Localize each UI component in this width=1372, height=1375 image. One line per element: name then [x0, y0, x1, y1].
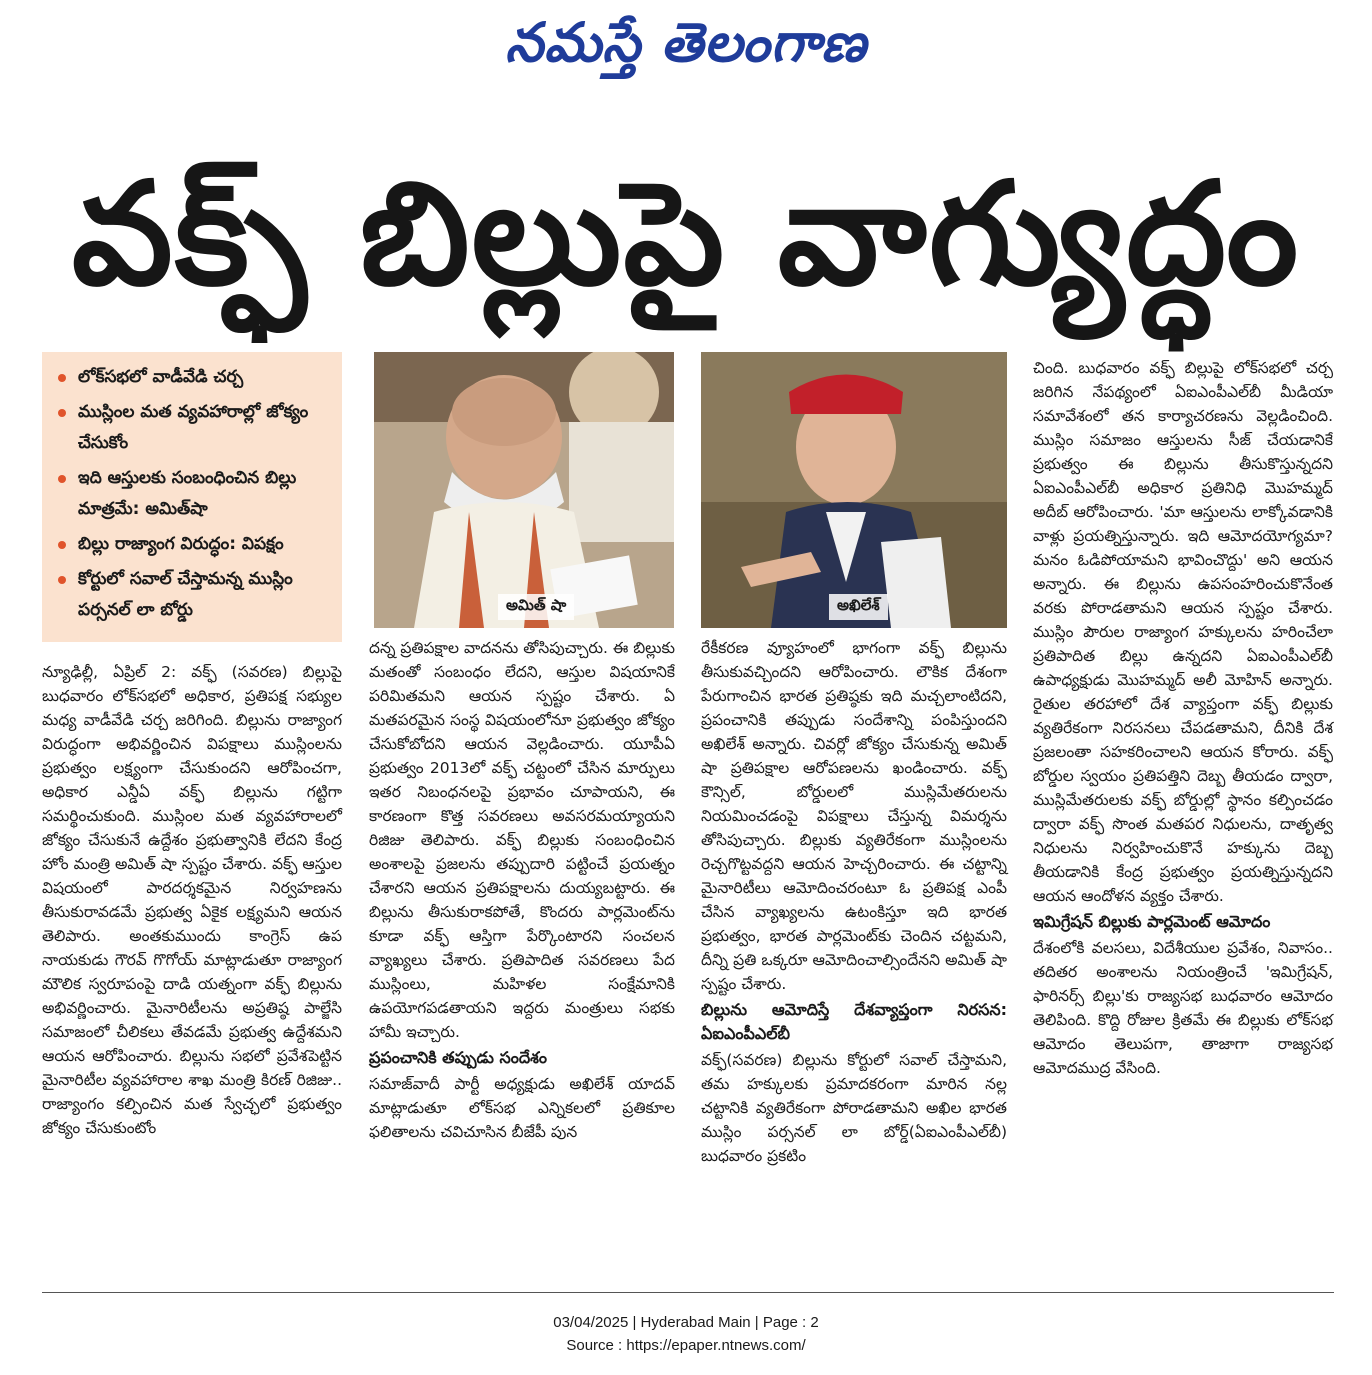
article-paragraph: దన్న ప్రతిపక్షాల వాదనను తోసిపుచ్చారు. ఈ బిల్లుకు మతంతో సంబంధం లేదని, ఆస్తుల విషయానికే పరిమితమని ఆయన స్పష్టం చేశారు. ఏ మతపరమైన సంస్థ విషయంలోనూ ప్రభుత్వం జోక్యం చేసుకోబోదని ఆయన వెల్లడించారు. యూపీఏ ప్రభుత్వం 2013లో వక్ఫ్ చట్టంలో చేసిన మార్పులు ఇతర నిబంధనలపై ప్రభావం చూపాయని, ఈ కారణంగా కొత్త సవరణలు అవసరమయ్యాయని రిజిజు తెలిపారు. వక్ఫ్ బిల్లుకు సంబంధించిన అంశాలపై ప్రజలను తప్పుదారి పట్టించే ప్రయత్నం చేశారని ఆయన ప్రతిపక్షాలను దుయ్యబట్టారు. ఈ బిల్లును తీసుకురాకపోతే, కొందరు పార్లమెంట్‌ను కూడా వక్ఫ్ ఆస్తిగా పేర్కొంటారని సంచలన వ్యాఖ్యలు చేశారు. ప్రతిపాదిత సవరణలు పేద ముస్లింలు, మహిళల సంక్షేమానికి ఉపయోగపడతాయని ఇద్దరు మంత్రులు సభకు హామీ ఇచ్చారు.	[369, 639, 675, 1041]
section-subhead: ప్రపంచానికి తప్పుడు సందేశం	[369, 1048, 548, 1067]
article-paragraph: వక్ఫ్(సవరణ) బిల్లును కోర్టులో సవాల్ చేస్తామని, తమ హక్కులకు ప్రమాదకరంగా మారిన నల్ల చట్టానికి వ్యతిరేకంగా పోరాడతామని అఖిల భారత ముస్లిం పర్సనల్ లా బోర్డ్(ఏఐఎంపీఎల్‌బీ) బుధవారం ప్రకటిం	[701, 1051, 1007, 1165]
footer-source-link[interactable]: Source : https://epaper.ntnews.com/	[566, 1337, 806, 1354]
highlight-item: ఇది ఆస్తులకు సంబంధించిన బిల్లు మాత్రమే: అమిత్‌షా	[56, 463, 332, 525]
photo-caption-akhilesh: అఖిలేశ్	[829, 594, 888, 620]
article-paragraph: న్యూఢిల్లీ, ఏప్రిల్ 2: వక్ఫ్ (సవరణ) బిల్లుపై బుధవారం లోక్‌సభలో అధికార, ప్రతిపక్ష సభ్యుల మధ్య వాడీవేడి చర్చ జరిగింది. బిల్లును రాజ్యాంగ విరుద్ధంగా అభివర్ణించిన విపక్షాలు ముస్లింలను ప్రభుత్వం లక్ష్యంగా చేసుకుందని ఆరోపించగా, అధికార ఎన్డీఏ వక్ఫ్ బిల్లును గట్టిగా సమర్థించుకుంది. ముస్లింల మత వ్యవహారాలలో జోక్యం చేసుకునే ఉద్దేశం ప్రభుత్వానికి లేదని కేంద్ర హోం మంత్రి అమిత్ షా స్పష్టం చేశారు. వక్ఫ్ ఆస్తుల విషయంలో పారదర్శకమైన నిర్వహణను తీసుకురావడమే ప్రభుత్వ ఏకైక లక్ష్యమని ఆయన తెలిపారు. అంతకుముందు కాంగ్రెస్ ఉప నాయకుడు గౌరవ్ గొగోయ్ మాట్లాడుతూ రాజ్యాంగ మౌలిక స్వరూపంపై దాడి యత్నంగా వక్ఫ్ బిల్లును అభివర్ణించారు. మైనారిటీలను అప్రతిష్ఠ పాల్జేసి సమాజంలో చీలికలు తేవడమే ప్రభుత్వ ఉద్దేశమని ఆయన ఆరోపించారు. బిల్లును సభలో ప్రవేశపెట్టిన మైనారిటీల వ్యవహారాల శాఖ మంత్రి కిరణ్ రిజిజు.. రాజ్యాంగం కల్పించిన మత స్వేచ్ఛలో ప్రభుత్వం జోక్యం చేసుకుంటోం	[42, 663, 342, 1137]
photo-amit-shah	[374, 352, 674, 628]
bullet-icon	[58, 541, 66, 549]
bullet-icon	[58, 576, 66, 584]
highlight-item: ముస్లింల మత వ్యవహారాల్లో జోక్యం చేసుకోం	[56, 397, 332, 459]
section-subhead: ఇమిగ్రేషన్ బిల్లుకు పార్లమెంట్ ఆమోదం	[1033, 912, 1271, 931]
footer-edition-info: 03/04/2025 | Hyderabad Main | Page : 2	[553, 1314, 819, 1331]
section-subhead: బిల్లును ఆమోదిస్తే దేశవ్యాప్తంగా నిరసన: ఏఐఎంపీఎల్‌బీ	[701, 1000, 1007, 1043]
highlight-item: బిల్లు రాజ్యాంగ విరుద్ధం: విపక్షం	[56, 529, 332, 560]
bullet-icon	[58, 374, 66, 382]
amit-shah-photo-illustration	[374, 352, 674, 628]
article-column-3	[701, 636, 1007, 1168]
article-paragraph: దేశంలోకి వలసలు, విదేశీయుల ప్రవేశం, నివాసం.. తదితర అంశాలను నియంత్రించే 'ఇమిగ్రేషన్, ఫారినర్స్ బిల్లు'కు రాజ్యసభ బుధవారం ఆమోదం తెలిపింది. కొద్ది రోజుల క్రితమే ఈ బిల్లుకు లోక్‌సభ ఆమోదం తెలుపగా, తాజాగా రాజ్యసభ ఆమోదముద్ర వేసింది.	[1033, 939, 1333, 1077]
photo-akhilesh	[701, 352, 1007, 628]
highlight-item: కోర్టులో సవాల్ చేస్తామన్న ముస్లిం పర్సనల్ లా బోర్డు	[56, 564, 332, 626]
bullet-icon	[58, 409, 66, 417]
footer-divider	[42, 1292, 1334, 1293]
article-paragraph: రేకీకరణ వ్యూహంలో భాగంగా వక్ఫ్ బిల్లును తీసుకువచ్చిందని ఆరోపించారు. లౌకిక దేశంగా పేరుగాంచిన భారత ప్రతిష్ఠకు ఇది మచ్చలాంటిదని, ప్రపంచానికి తప్పుడు సందేశాన్ని పంపిస్తుందని అఖిలేశ్ అన్నారు. చివర్లో జోక్యం చేసుకున్న అమిత్ షా ప్రతిపక్షాల ఆరోపణలను ఖండించారు. వక్ఫ్ కౌన్సిల్, బోర్డులలో ముస్లిమేతరులను నియమించడంపై విపక్షాలు చేస్తున్న విమర్శను తోసిపుచ్చారు. బిల్లుకు వ్యతిరేకంగా ముస్లింలను రెచ్చగొట్టవద్దని ఆయన హెచ్చరించారు. ఈ చట్టాన్ని మైనారిటీలు ఆమోదించరంటూ ఓ ప్రతిపక్ష ఎంపీ చేసిన వ్యాఖ్యలను ఉటంకిస్తూ ఇది భారత ప్రభుత్వం, భారత పార్లమెంట్‌కు చెందిన చట్టమని, దీన్ని ప్రతి ఒక్కరూ ఆమోదించాల్సిందేనని అమిత్ షా స్పష్టం చేశారు.	[701, 639, 1007, 993]
article-paragraph: చింది. బుధవారం వక్ఫ్ బిల్లుపై లోక్‌సభలో చర్చ జరిగిన నేపథ్యంలో ఏఐఎంపీఎల్‌బీ మీడియా సమావేశంలో తన కార్యాచరణను వెల్లడించింది. ముస్లిం సమాజం ఆస్తులను సీజ్ చేయడానికే ప్రభుత్వం ఈ బిల్లును తీసుకొస్తున్నదని ఏఐఎంపీఎల్‌బీ అధికార ప్రతినిధి మొహమ్మద్ అదీబ్ ఆరోపించారు. 'మా ఆస్తులను లాక్కోవడానికి వాళ్లు ప్రయత్నిస్తున్నారు. ఇది ఆమోదయోగ్యమా? మనం ఓడిపోయామని భావించొద్దు' అని ఆయన అన్నారు. ఈ బిల్లును ఉపసంహరించుకొనేంత వరకు పోరాడతామని ఆయన స్పష్టం చేశారు. ముస్లిం పౌరుల రాజ్యాంగ హక్కులను హరించేలా ప్రతిపాదిత బిల్లు ఉన్నదని ఏఐఎంపీఎల్‌బీ ఉపాధ్యక్షుడు మొహమ్మద్ అలీ మోహిన్ అన్నారు. రైతుల తరహాలో దేశ వ్యాప్తంగా వక్ఫ్ బిల్లుకు వ్యతిరేకంగా నిరసనలు చేపడతామని, దీనికి దేశ ప్రజలంతా సహకరించాలని ఆయన కోరారు. వక్ఫ్ బోర్డుల స్వయం ప్రతిపత్తిని దెబ్బ తీయడం ద్వారా, ముస్లిమేతరులకు వక్ఫ్ బోర్డుల్లో స్థానం కల్పించడం ద్వారా వక్ఫ్ సొంత మతపర నిధులను, దాతృత్వ నిధులను నిర్వహించుకొనే హక్కును దెబ్బ తీయడానికి కేంద్ర ప్రభుత్వం ప్రయత్నిస్తున్నదని ఆయన ఆందోళన వ్యక్తం చేశారు.	[1033, 359, 1333, 905]
article-column-4	[1033, 356, 1333, 1080]
headline: వక్ఫ్ బిల్లుపై వాగ్యుద్ధం	[71, 152, 1301, 317]
photo-caption-amit-shah: అమిత్ షా	[498, 594, 574, 620]
article-paragraph: సమాజ్‌వాదీ పార్టీ అధ్యక్షుడు అఖిలేశ్ యాదవ్ మాట్లాడుతూ లోక్‌సభ ఎన్నికలలో ప్రతికూల ఫలితాలను చవిచూసిన బీజేపీ పున	[369, 1075, 675, 1141]
highlight-item: లోక్‌సభలో వాడీవేడి చర్చ	[56, 362, 332, 393]
article-column-2	[369, 636, 675, 1144]
masthead-logo: నమస్తే తెలంగాణ	[505, 10, 867, 74]
bullet-icon	[58, 475, 66, 483]
article-column-1	[42, 660, 342, 1140]
akhilesh-photo-illustration	[701, 352, 1007, 628]
highlights-box	[42, 352, 342, 642]
